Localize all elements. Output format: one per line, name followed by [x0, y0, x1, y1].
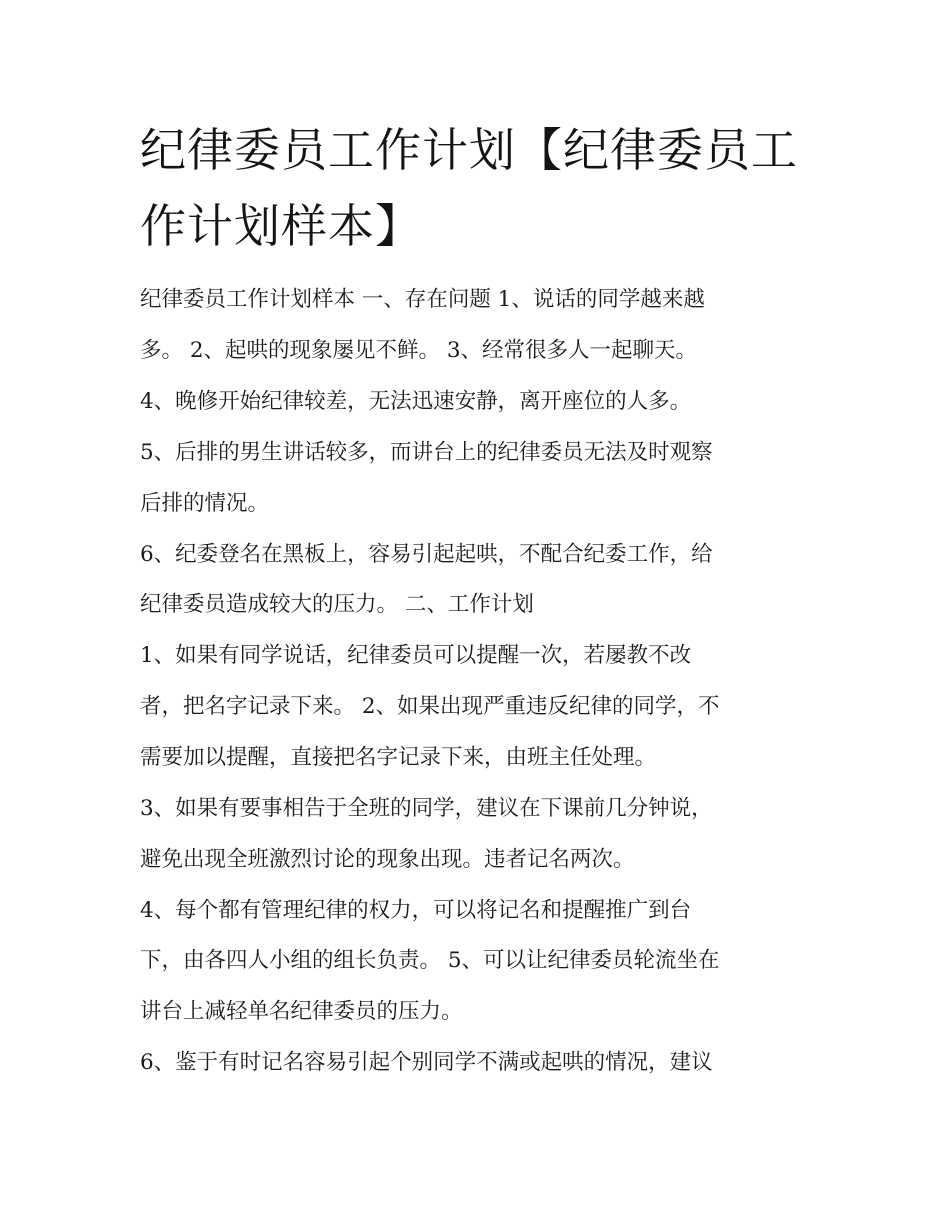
- body-line-5: 后排的情况。: [140, 491, 270, 516]
- body-line-6: 6、纪委登名在黑板上，容易引起起哄，不配合纪委工作，给: [140, 542, 713, 567]
- body-line-12: 避免出现全班激烈讨论的现象出现。违者记名两次。: [140, 847, 635, 872]
- body-line-3: 4、晚修开始纪律较差，无法迅速安静，离开座位的人多。: [140, 389, 692, 414]
- body-line-7: 纪律委员造成较大的压力。 二、工作计划: [140, 592, 534, 617]
- body-line-14: 下，由各四人小组的组长负责。 5、可以让纪律委员轮流坐在: [140, 948, 720, 973]
- body-line-13: 4、每个都有管理纪律的权力，可以将记名和提醒推广到台: [140, 898, 692, 923]
- body-line-1: 纪律委员工作计划样本 一、存在问题 1、说话的同学越来越: [140, 287, 705, 312]
- body-line-11: 3、如果有要事相告于全班的同学，建议在下课前几分钟说，: [140, 796, 713, 821]
- body-line-15: 讲台上减轻单名纪律委员的压力。: [140, 999, 463, 1024]
- body-line-8: 1、如果有同学说话，纪律委员可以提醒一次，若屡教不改: [140, 643, 692, 668]
- body-line-9: 者，把名字记录下来。 2、如果出现严重违反纪律的同学，不: [140, 694, 720, 719]
- body-line-2: 多。 2、起哄的现象屡见不鲜。 3、经常很多人一起聊天。: [140, 338, 698, 363]
- body-line-4: 5、后排的男生讲话较多，而讲台上的纪律委员无法及时观察: [140, 440, 713, 465]
- document-title: 纪律委员工作计划【纪律委员工作计划样本】: [140, 123, 798, 253]
- body-line-10: 需要加以提醒，直接把名字记录下来，由班主任处理。: [140, 745, 657, 770]
- body-line-16: 6、鉴于有时记名容易引起个别同学不满或起哄的情况，建议: [140, 1050, 713, 1075]
